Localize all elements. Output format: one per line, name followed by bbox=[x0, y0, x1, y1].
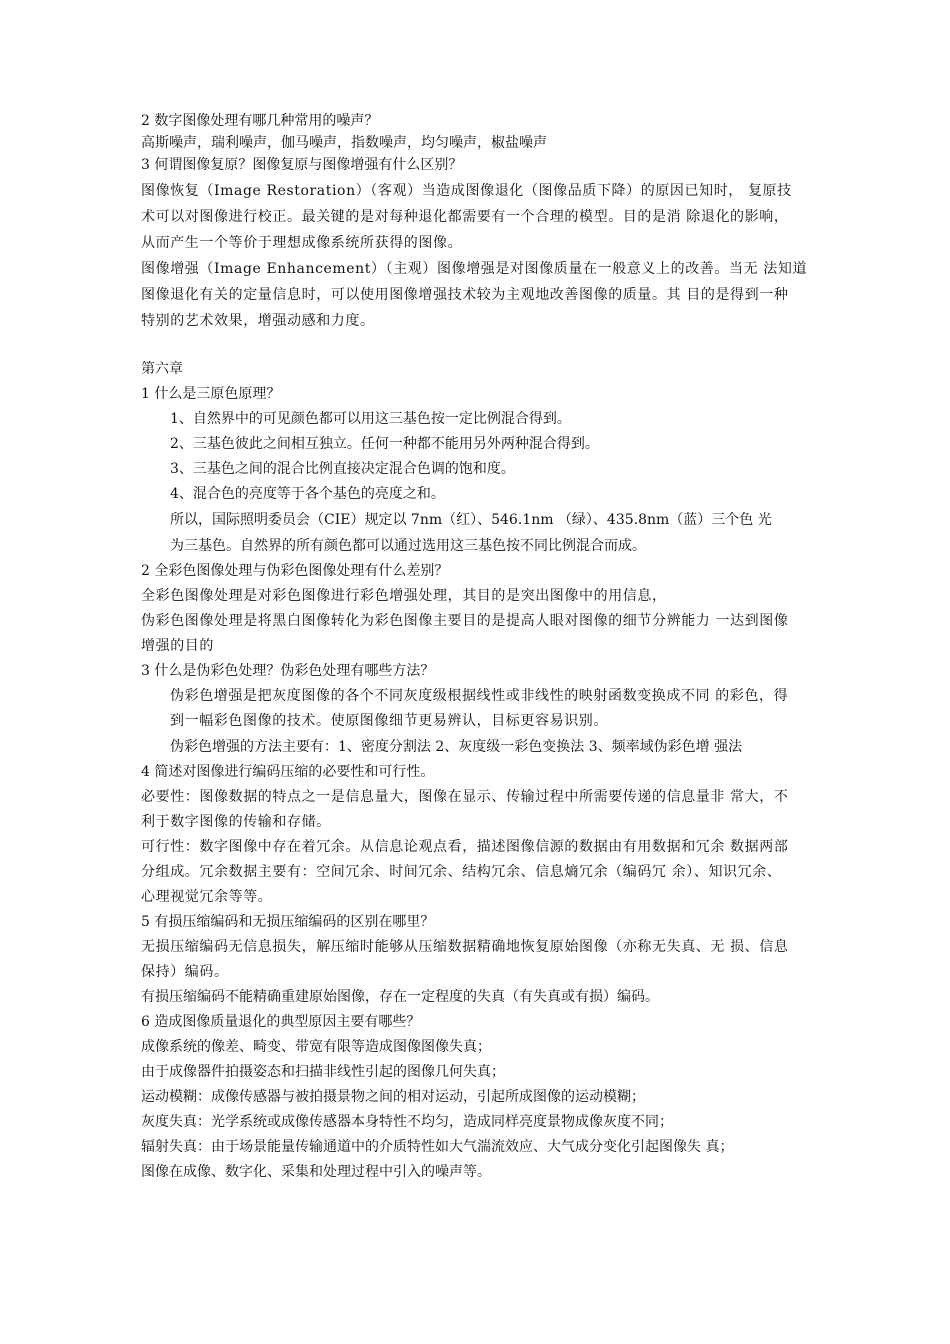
answer-enhancement-line-3: 特别的艺术效果，增强动感和力度。 bbox=[141, 313, 375, 329]
answer-feasibility-line-1: 可行性：数字图像中存在着冗余。从信息论观点看，描述图像信源的数据由有用数据和冗余 数据两部 bbox=[141, 839, 789, 855]
question-1-primaries: 1 什么是三原色原理？ bbox=[141, 386, 281, 402]
answer-feasibility-line-3: 心理视觉冗余等等。 bbox=[141, 889, 273, 905]
answer-restoration-line-3: 从而产生一个等价于理想成像系统所获得的图像。 bbox=[141, 235, 463, 251]
primaries-point-3: 3、三基色之间的混合比例直接决定混合色调的饱和度。 bbox=[170, 461, 515, 477]
question-3-restoration: 3 何谓图像复原？图像复原与图像增强有什么区别？ bbox=[141, 157, 463, 173]
answer-pseudocolor-line-1: 伪彩色图像处理是将黑白图像转化为彩色图像主要目的是提高人眼对图像的细节分辨能力 一达到图像 bbox=[141, 613, 789, 629]
answer-feasibility-line-2: 分组成。冗余数据主要有：空间冗余、时间冗余、结构冗余、信息熵冗余（编码冗 余）、知识冗余、 bbox=[141, 864, 782, 880]
answer-enhancement-line-1: 图像增强（Image Enhancement）（主观）图像增强是对图像质量在一般意义上的改善。当无 法知道 bbox=[141, 261, 808, 277]
degradation-cause-4: 灰度失真：光学系统或成像传感器本身特性不均匀，造成同样亮度景物成像灰度不同； bbox=[141, 1114, 673, 1130]
primaries-point-1: 1、自然界中的可见颜色都可以用这三基色按一定比例混合得到。 bbox=[170, 411, 571, 427]
question-4-compression: 4 简述对图像进行编码压缩的必要性和可行性。 bbox=[141, 764, 435, 780]
question-3-pseudocolor: 3 什么是伪彩色处理？伪彩色处理有哪些方法？ bbox=[141, 663, 435, 679]
degradation-cause-5: 辐射失真：由于场景能量传输通道中的介质特性如大气湍流效应、大气成分变化引起图像失 真； bbox=[141, 1139, 734, 1155]
answer-necessity-line-2: 利于数字图像的传输和存储。 bbox=[141, 814, 331, 830]
answer-lossy: 有损压缩编码不能精确重建原始图像，存在一定程度的失真（有失真或有损）编码。 bbox=[141, 989, 659, 1005]
question-2-noise: 2 数字图像处理有哪几种常用的噪声？ bbox=[141, 113, 379, 129]
answer-pseudocolor-line-2: 增强的目的 bbox=[141, 638, 214, 654]
question-6-degradation: 6 造成图像质量退化的典型原因主要有哪些？ bbox=[141, 1014, 421, 1030]
answer-noise-types: 高斯噪声，瑞利噪声，伽马噪声，指数噪声，均匀噪声，椒盐噪声 bbox=[141, 135, 547, 151]
degradation-cause-2: 由于成像器件拍摄姿态和扫描非线性引起的图像几何失真； bbox=[141, 1064, 505, 1080]
answer-restoration-line-2: 术可以对图像进行校正。最关键的是对每种退化都需要有一个合理的模型。目的是消 除退化的影响， bbox=[141, 209, 789, 225]
answer-lossless-line-2: 保持）编码。 bbox=[141, 964, 229, 980]
chapter-heading: 第六章 bbox=[141, 361, 183, 377]
degradation-cause-1: 成像系统的像差、畸变、带宽有限等造成图像图像失真； bbox=[141, 1039, 491, 1055]
question-2-fullcolor: 2 全彩色图像处理与伪彩色图像处理有什么差别？ bbox=[141, 563, 449, 579]
primaries-point-4: 4、混合色的亮度等于各个基色的亮度之和。 bbox=[170, 486, 445, 502]
answer-fullcolor: 全彩色图像处理是对彩色图像进行彩色增强处理，其目的是突出图像中的用信息， bbox=[141, 588, 667, 604]
cie-definition-line-2: 为三基色。自然界的所有颜色都可以通过选用这三基色按不同比例混合而成。 bbox=[170, 538, 646, 554]
answer-enhancement-line-2: 图像退化有关的定量信息时，可以使用图像增强技术较为主观地改善图像的质量。其 目的是得到一种 bbox=[141, 287, 789, 303]
answer-restoration-line-1: 图像恢复（Image Restoration）（客观）当造成图像退化（图像品质下降）的原因已知时， 复原技 bbox=[141, 183, 792, 199]
degradation-cause-6: 图像在成像、数字化、采集和处理过程中引入的噪声等。 bbox=[141, 1164, 491, 1180]
pseudocolor-definition-line-2: 到一幅彩色图像的技术。使原图像细节更易辨认，目标更容易识别。 bbox=[170, 713, 608, 729]
question-5-lossy-lossless: 5 有损压缩编码和无损压缩编码的区别在哪里？ bbox=[141, 914, 435, 930]
answer-necessity-line-1: 必要性：图像数据的特点之一是信息量大，图像在显示、传输过程中所需要传递的信息量非 常大，不 bbox=[141, 789, 789, 805]
pseudocolor-definition-line-1: 伪彩色增强是把灰度图像的各个不同灰度级根据线性或非线性的映射函数变换成不同 的彩色，得 bbox=[170, 688, 789, 704]
cie-definition-line-1: 所以，国际照明委员会（CIE）规定以 7nm（红）、546.1nm （绿）、435.8nm（蓝）三个色 光 bbox=[170, 512, 772, 528]
degradation-cause-3: 运动模糊：成像传感器与被拍摄景物之间的相对运动，引起所成图像的运动模糊； bbox=[141, 1089, 645, 1105]
pseudocolor-methods: 伪彩色增强的方法主要有：1、密度分割法 2、灰度级一彩色变换法 3、频率域伪彩色增 强法 bbox=[170, 739, 743, 755]
primaries-point-2: 2、三基色彼此之间相互独立。任何一种都不能用另外两种混合得到。 bbox=[170, 436, 599, 452]
answer-lossless-line-1: 无损压缩编码无信息损失，解压缩时能够从压缩数据精确地恢复原始图像（亦称无失真、无 损、信息 bbox=[141, 939, 789, 955]
